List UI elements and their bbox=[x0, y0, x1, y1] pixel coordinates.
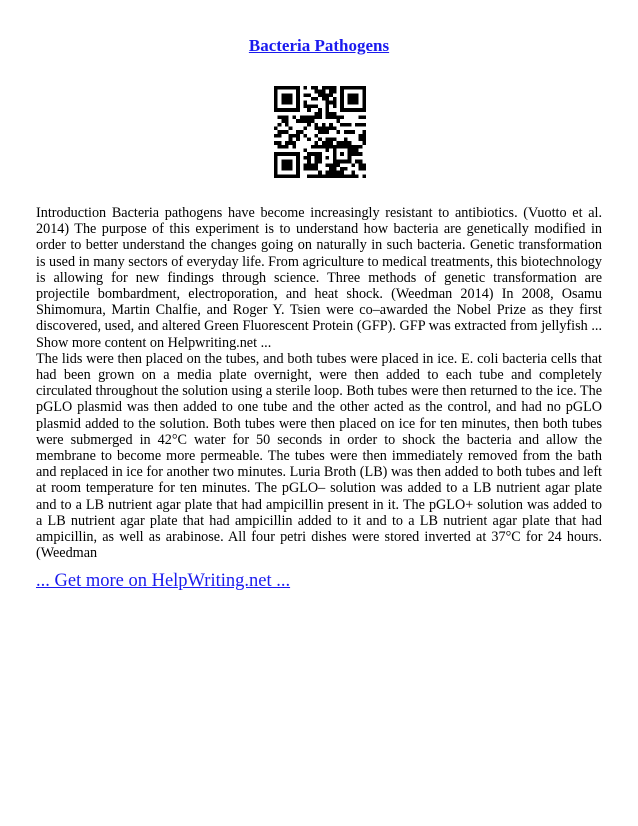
article-body bbox=[36, 205, 602, 561]
page-title bbox=[0, 36, 638, 56]
title-link[interactable]: Bacteria Pathogens bbox=[248, 36, 390, 55]
paragraph-procedure: The lids were then placed on the tubes, and both tubes were placed in ice. E. coli bacteria cells that had been grown on a media plate overnight, were then added to each tube and completely circulated throughout the solution using a sterile loop. Both tubes were then returned to the ice. The pGLO plasmid was then added to one tube and the other acted as the control, and had no pGLO plasmid added to the solution. Both tubes were then placed on ice for ten minutes, then both tubes were submerged in 42°C water for 50 seconds in order to shock the bacteria and allow the membrane to become more permeable. The tubes were then immediately removed from the bath and replaced in ice for another two minutes. Luria Broth (LB) was then added to both tubes and left at room temperature for ten minutes. The pGLO– solution was added to a LB nutrient agar plate and to a LB nutrient agar plate that had ampicillin present in it. The pGLO+ solution was added to a LB nutrient agar plate that had ampicillin added to it and to a LB nutrient agar plate that had ampicillin, as well as arabinose. All four petri dishes were stored inverted at 37°C for 24 hours. (Weedman bbox=[36, 350, 602, 562]
qr-code-icon bbox=[274, 86, 366, 178]
paragraph-intro: Introduction Bacteria pathogens have become increasingly resistant to antibiotics. (Vuotto et al. 2014) The purpose of this experiment is to understand how bacteria are genetically modified in order to better understand the changes going on naturally in such bacteria. Genetic transformation is used in many sectors of everyday life. From agriculture to medical treatments, this biotechnology is allowing for new findings through science. Three methods of genetic transformation are projectile bombardment, electroporation, and heat shock. (Weedman 2014) In 2008, Osamu Shimomura, Martin Chalfie, and Roger Y. Tsien were co–awarded the Nobel Prize as they first discovered, used, and altered Green Fluorescent Protein (GFP). GFP was extracted from jellyfish ... Show more content on Helpwriting.net ... bbox=[36, 205, 602, 351]
get-more-link-container bbox=[36, 570, 290, 592]
get-more-link[interactable]: ... Get more on HelpWriting.net ... bbox=[36, 571, 291, 591]
